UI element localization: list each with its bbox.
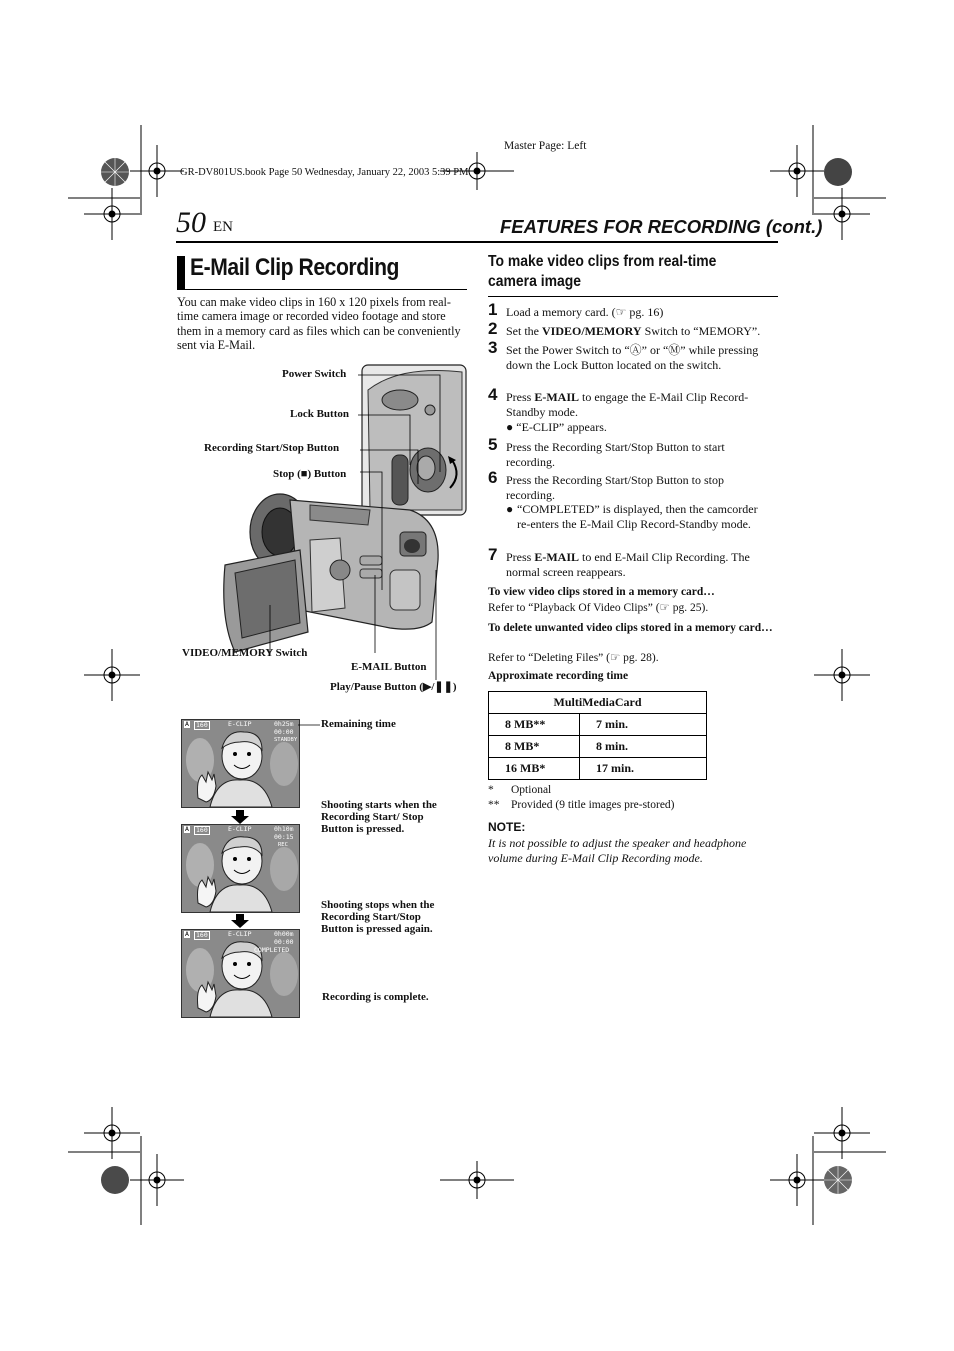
step-text: Set the VIDEO/MEMORY Switch to “MEMORY”. [506, 324, 761, 338]
running-header: FEATURES FOR RECORDING (cont.) [500, 216, 823, 237]
table-row [489, 736, 707, 758]
approx-time-title: Approximate recording time [488, 670, 629, 682]
view-clips-title: To view video clips stored in a memory card… [488, 586, 715, 598]
label-email-button: E-MAIL Button [351, 661, 427, 673]
label-power-switch: Power Switch [282, 368, 347, 380]
lcd-screen-standby [181, 719, 300, 808]
down-arrow-icon [230, 810, 250, 824]
clip-size: 160 [196, 721, 208, 729]
procedure-title: To make video clips from real-time camera image [488, 253, 717, 290]
step-number: 5 [488, 435, 498, 454]
step-bullet: “COMPLETED” is displayed, then the camcorder re-enters the E-Mail Clip Record-Standby mode. [517, 502, 758, 531]
remaining-time: 0h00m [274, 930, 294, 938]
bullet-icon: ● [506, 502, 514, 516]
page-lang: EN [213, 219, 233, 235]
procedure-rule [488, 296, 778, 297]
eclip-label: E-CLIP [228, 720, 252, 728]
table-row [489, 714, 707, 736]
section-title: E-Mail Clip Recording [190, 254, 400, 281]
footnote-mark: ** [488, 799, 500, 811]
step-number: 4 [488, 385, 498, 404]
table-header-row [489, 692, 707, 714]
view-clips-text: Refer to “Playback Of Video Clips” (☞ pg. 25). [488, 602, 709, 614]
status-text: STANDBY [274, 737, 298, 743]
time-cell: 17 min. [580, 758, 707, 780]
step-text: Press the Recording Start/Stop Button to stop recording. [506, 473, 724, 502]
step-text: Press E-MAIL to end E-Mail Clip Recording. The normal screen reappears. [506, 550, 750, 579]
eclip-label: E-CLIP [228, 930, 252, 938]
remaining-time: 0h10m [274, 825, 294, 833]
note-title: NOTE: [488, 820, 526, 834]
step-bullet: ● “E-CLIP” appears. [506, 420, 607, 434]
clip-size: 160 [196, 931, 208, 939]
step-number: 3 [488, 338, 498, 357]
page-number: 50 [176, 206, 206, 239]
footnote-text: Provided (9 title images pre-stored) [511, 799, 675, 811]
remaining-time: 0h25m [274, 720, 294, 728]
clip-size: 160 [196, 826, 208, 834]
label-video-memory-switch: VIDEO/MEMORY Switch [182, 647, 308, 659]
label-rec-button: Recording Start/Stop Button [204, 442, 340, 454]
section-rule [177, 289, 467, 290]
card-cell: 8 MB** [489, 714, 580, 736]
caption-complete: Recording is complete. [322, 991, 429, 1003]
note-text: It is not possible to adjust the speaker and headphone volume during E-Mail Clip Recording mode. [488, 836, 747, 865]
step-number: 7 [488, 545, 498, 564]
label-remaining-time: Remaining time [321, 718, 396, 730]
down-arrow-icon [230, 914, 250, 928]
intro-text: You can make video clips in 160 x 120 pixels from real-time camera image or recorded video footage and store them in a memory card as files which can be conveniently sent via E-Mail. [177, 295, 461, 352]
card-cell: 8 MB* [489, 736, 580, 758]
lcd-screen-rec [181, 824, 300, 913]
caption-stop: Shooting stops when the Recording Start/Stop Button is pressed again. [321, 899, 435, 935]
caption-start: Shooting starts when the Recording Start/ Stop Button is pressed. [321, 799, 437, 835]
label-stop-button: Stop (■) Button [273, 468, 347, 480]
footnote-mark: * [488, 784, 494, 796]
mode-indicator: A [185, 930, 189, 938]
table-row [489, 758, 707, 780]
delete-clips-title: To delete unwanted video clips stored in a memory card… [488, 622, 773, 634]
step-text: Set the Power Switch to “Ⓐ” or “Ⓜ” while pressing down the Lock Button located on the switch. [506, 343, 759, 372]
master-page-label: Master Page: Left [504, 140, 587, 152]
step-number: 1 [488, 300, 498, 319]
time-cell: 7 min. [580, 714, 707, 736]
header-rule [176, 241, 778, 243]
delete-clips-text: Refer to “Deleting Files” (☞ pg. 28). [488, 652, 659, 664]
step-number: 6 [488, 468, 498, 487]
status-text: COMPLETED [254, 946, 290, 954]
step-text: Load a memory card. (☞ pg. 16) [506, 305, 664, 319]
time-cell: 8 min. [580, 736, 707, 758]
book-info: GR-DV801US.book Page 50 Wednesday, January 22, 2003 5:39 PM [180, 167, 469, 178]
step-number: 2 [488, 319, 498, 338]
eclip-label: E-CLIP [228, 825, 252, 833]
label-play-pause-button: Play/Pause Button (▶/❚❚) [330, 681, 457, 693]
status-text: REC [278, 842, 288, 848]
label-lock-button: Lock Button [290, 408, 349, 420]
step-text: Press E-MAIL to engage the E-Mail Clip Record-Standby mode. [506, 390, 749, 419]
section-marker [177, 256, 185, 290]
counter: 00:15 [274, 833, 294, 841]
card-cell: 16 MB* [489, 758, 580, 780]
leader-line [298, 722, 320, 728]
lcd-screen-completed [181, 929, 300, 1018]
counter: 00:00 [274, 938, 294, 946]
table-header: MultiMediaCard [489, 692, 707, 714]
footnote-text: Optional [511, 784, 552, 796]
mode-indicator: A [185, 720, 189, 728]
counter: 00:00 [274, 728, 294, 736]
step-text: Press the Recording Start/Stop Button to start recording. [506, 440, 725, 469]
mode-indicator: A [185, 825, 189, 833]
recording-time-table [488, 691, 707, 780]
